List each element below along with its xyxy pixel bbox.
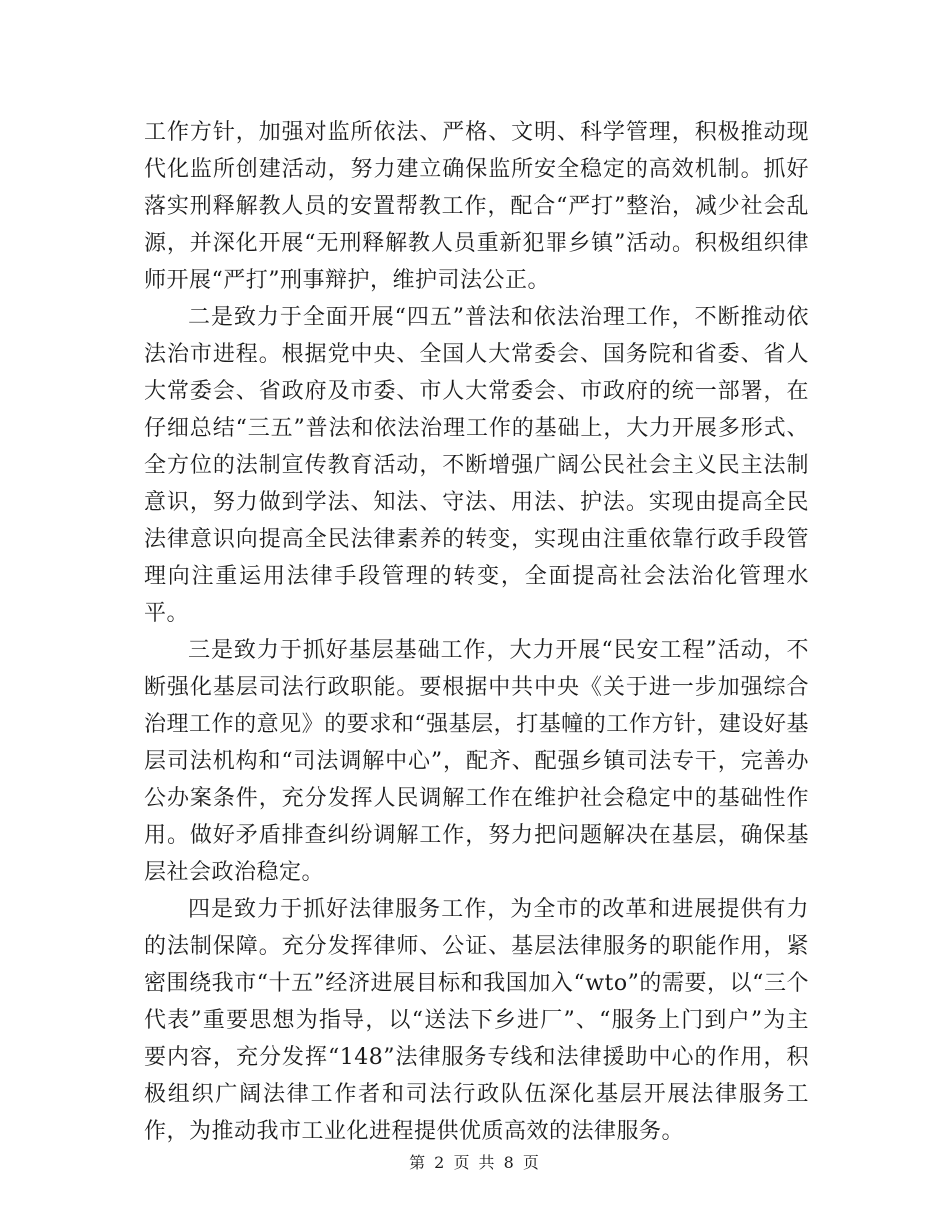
document-body — [144, 114, 809, 1150]
paragraph-1: 工作方针，加强对监所依法、严格、文明、科学管理，积极推动现代化监所创建活动，努力建立确保监所安全稳定的高效机制。抓好落实刑释解教人员的安置帮教工作，配合“严打”整治，减少社会乱源，并深化开展“无刑释解教人员重新犯罪乡镇”活动。积极组织律师开展“严打”刑事辩护，维护司法公正。 — [144, 120, 809, 293]
paragraph-2: 二是致力于全面开展“四五”普法和依法治理工作，不断推动依法治市进程。根据党中央、全国人大常委会、国务院和省委、省人大常委会、省政府及市委、市人大常委会、市政府的统一部署，在仔细总结“三五”普法和依法治理工作的基础上，大力开展多形式、全方位的法制宣传教育活动，不断增强广阔公民社会主义民主法制意识，努力做到学法、知法、守法、用法、护法。实现由提高全民法律意识向提高全民法律素养的转变，实现由注重依靠行政手段管理向注重运用法律手段管理的转变，全面提高社会法治化管理水平。 — [144, 305, 809, 626]
paragraph-4: 四是致力于抓好法律服务工作，为全市的改革和进展提供有力的法制保障。充分发挥律师、公证、基层法律服务的职能作用，紧密围绕我市“十五”经济进展目标和我国加入“wto”的需要，以“三个代表”重要思想为指导，以“送法下乡进厂”、“服务上门到户”为主要内容，充分发挥“148”法律服务专线和法律援助中心的作用，积极组织广阔法律工作者和司法行政队伍深化基层开展法律服务工作，为推动我市工业化进程提供优质高效的法律服务。 — [144, 897, 809, 1144]
page-number-footer: 第 2 页 共 8 页 — [409, 1153, 541, 1172]
paragraph-3: 三是致力于抓好基层基础工作，大力开展“民安工程”活动，不断强化基层司法行政职能。要根据中共中央《关于进一步加强综合治理工作的意见》的要求和“强基层，打基幢的工作方针，建设好基层司法机构和“司法调解中心”，配齐、配强乡镇司法专干，完善办公办案条件，充分发挥人民调解工作在维护社会稳定中的基础性作用。做好矛盾排查纠纷调解工作，努力把问题解决在基层，确保基层社会政治稳定。 — [144, 638, 809, 885]
